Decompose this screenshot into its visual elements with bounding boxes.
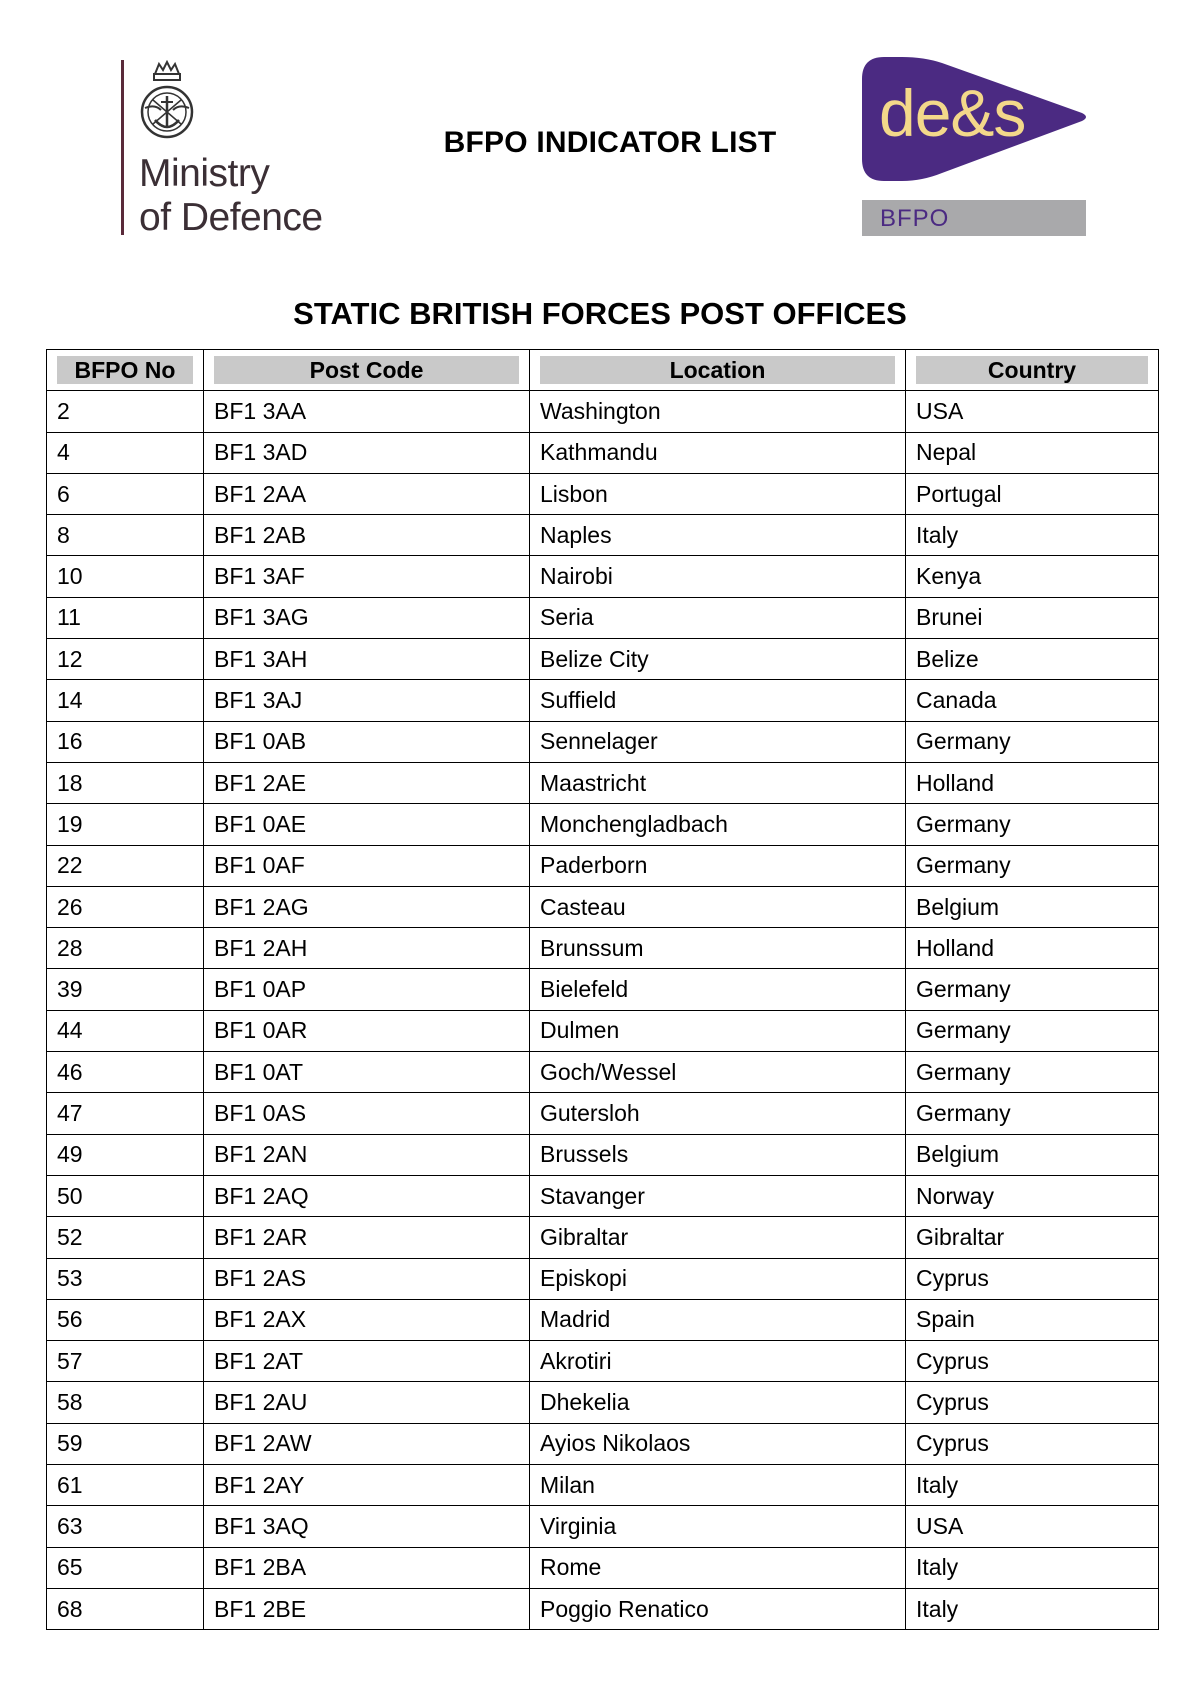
cell-bfpo-no: 49 [47,1134,204,1175]
table-row [47,432,1159,473]
mod-wordmark-line2: of Defence [139,196,323,239]
table-row [47,928,1159,969]
cell-post-code: BF1 2AU [204,1382,530,1423]
cell-country: Germany [906,1010,1159,1051]
cell-post-code: BF1 2AS [204,1258,530,1299]
table-row [47,597,1159,638]
table-row [47,721,1159,762]
cell-country: USA [906,391,1159,432]
table-row [47,1382,1159,1423]
table-row [47,515,1159,556]
cell-location: Naples [530,515,906,556]
des-wordmark: de&s [879,76,1026,150]
cell-location: Virginia [530,1506,906,1547]
cell-bfpo-no: 16 [47,721,204,762]
cell-country: Gibraltar [906,1217,1159,1258]
table-row [47,1547,1159,1588]
cell-post-code: BF1 0AR [204,1010,530,1051]
cell-location: Bielefeld [530,969,906,1010]
cell-country: Cyprus [906,1382,1159,1423]
table-row [47,1093,1159,1134]
cell-country: Cyprus [906,1258,1159,1299]
cell-post-code: BF1 2AT [204,1341,530,1382]
mod-wordmark-line1: Ministry [139,152,270,195]
cell-country: Germany [906,1052,1159,1093]
cell-location: Casteau [530,886,906,927]
table-row [47,1299,1159,1340]
cell-location: Lisbon [530,473,906,514]
cell-bfpo-no: 39 [47,969,204,1010]
cell-post-code: BF1 0AB [204,721,530,762]
cell-location: Nairobi [530,556,906,597]
cell-country: Italy [906,515,1159,556]
cell-post-code: BF1 3AD [204,432,530,473]
column-header-country [906,350,1159,391]
table-row [47,886,1159,927]
cell-post-code: BF1 2AA [204,473,530,514]
table-row [47,1010,1159,1051]
cell-bfpo-no: 18 [47,762,204,803]
cell-post-code: BF1 0AF [204,845,530,886]
table-row [47,1465,1159,1506]
column-header-label: Post Code [214,356,519,384]
cell-country: Belgium [906,1134,1159,1175]
cell-country: Germany [906,969,1159,1010]
cell-bfpo-no: 46 [47,1052,204,1093]
cell-bfpo-no: 63 [47,1506,204,1547]
table-row [47,969,1159,1010]
cell-post-code: BF1 3AQ [204,1506,530,1547]
table-row [47,1506,1159,1547]
cell-location: Washington [530,391,906,432]
table-row [47,762,1159,803]
cell-bfpo-no: 22 [47,845,204,886]
bfpo-table [46,349,1159,1630]
cell-bfpo-no: 44 [47,1010,204,1051]
cell-post-code: BF1 0AS [204,1093,530,1134]
cell-post-code: BF1 2AW [204,1423,530,1464]
cell-country: Holland [906,928,1159,969]
cell-location: Gutersloh [530,1093,906,1134]
table-row [47,1052,1159,1093]
cell-post-code: BF1 3AH [204,639,530,680]
des-bfpo-logo [862,57,1092,237]
royal-crest-icon [137,60,197,146]
cell-country: Italy [906,1547,1159,1588]
cell-location: Paderborn [530,845,906,886]
cell-post-code: BF1 2AY [204,1465,530,1506]
mod-logo [121,60,351,239]
cell-location: Dhekelia [530,1382,906,1423]
cell-country: Germany [906,804,1159,845]
cell-post-code: BF1 2AB [204,515,530,556]
cell-bfpo-no: 11 [47,597,204,638]
cell-country: Italy [906,1588,1159,1629]
cell-location: Ayios Nikolaos [530,1423,906,1464]
cell-post-code: BF1 2BE [204,1588,530,1629]
cell-bfpo-no: 28 [47,928,204,969]
cell-location: Sennelager [530,721,906,762]
cell-bfpo-no: 61 [47,1465,204,1506]
cell-bfpo-no: 10 [47,556,204,597]
cell-location: Maastricht [530,762,906,803]
cell-country: Italy [906,1465,1159,1506]
table-row [47,845,1159,886]
cell-location: Dulmen [530,1010,906,1051]
cell-country: Portugal [906,473,1159,514]
cell-country: Nepal [906,432,1159,473]
cell-country: Norway [906,1175,1159,1216]
cell-bfpo-no: 4 [47,432,204,473]
cell-bfpo-no: 53 [47,1258,204,1299]
cell-post-code: BF1 0AT [204,1052,530,1093]
cell-bfpo-no: 6 [47,473,204,514]
cell-post-code: BF1 2AN [204,1134,530,1175]
bfpo-band-label: BFPO [880,205,950,232]
cell-post-code: BF1 2BA [204,1547,530,1588]
cell-bfpo-no: 14 [47,680,204,721]
table-row [47,680,1159,721]
column-header-label: Country [916,356,1148,384]
column-header-post-code [204,350,530,391]
table-row [47,1588,1159,1629]
table-row [47,556,1159,597]
cell-country: Germany [906,1093,1159,1134]
cell-location: Monchengladbach [530,804,906,845]
table-row [47,391,1159,432]
cell-post-code: BF1 0AE [204,804,530,845]
cell-bfpo-no: 58 [47,1382,204,1423]
mod-logo-bar [121,60,124,235]
cell-country: Cyprus [906,1423,1159,1464]
cell-bfpo-no: 26 [47,886,204,927]
cell-country: USA [906,1506,1159,1547]
cell-location: Episkopi [530,1258,906,1299]
table-body [47,391,1159,1630]
cell-location: Poggio Renatico [530,1588,906,1629]
table-row [47,1217,1159,1258]
table-header-row [47,350,1159,391]
cell-country: Brunei [906,597,1159,638]
cell-country: Belize [906,639,1159,680]
column-header-label: Location [540,356,895,384]
table-row [47,639,1159,680]
mod-wordmark [139,152,323,240]
cell-country: Canada [906,680,1159,721]
cell-location: Seria [530,597,906,638]
document-title: BFPO INDICATOR LIST [443,126,777,159]
cell-bfpo-no: 57 [47,1341,204,1382]
section-title: STATIC BRITISH FORCES POST OFFICES [293,296,907,331]
column-header-label: BFPO No [57,356,193,384]
cell-location: Rome [530,1547,906,1588]
column-header-bfpo-no [47,350,204,391]
cell-bfpo-no: 47 [47,1093,204,1134]
cell-country: Kenya [906,556,1159,597]
cell-location: Akrotiri [530,1341,906,1382]
cell-location: Stavanger [530,1175,906,1216]
cell-bfpo-no: 2 [47,391,204,432]
cell-location: Suffield [530,680,906,721]
cell-country: Germany [906,721,1159,762]
cell-location: Brunssum [530,928,906,969]
cell-location: Gibraltar [530,1217,906,1258]
column-header-location [530,350,906,391]
cell-country: Cyprus [906,1341,1159,1382]
table-row [47,1423,1159,1464]
cell-location: Goch/Wessel [530,1052,906,1093]
cell-post-code: BF1 3AA [204,391,530,432]
table-row [47,1341,1159,1382]
cell-post-code: BF1 0AP [204,969,530,1010]
cell-country: Germany [906,845,1159,886]
cell-bfpo-no: 12 [47,639,204,680]
cell-location: Kathmandu [530,432,906,473]
cell-bfpo-no: 59 [47,1423,204,1464]
cell-post-code: BF1 2AH [204,928,530,969]
cell-post-code: BF1 2AE [204,762,530,803]
table-row [47,1134,1159,1175]
cell-bfpo-no: 50 [47,1175,204,1216]
cell-post-code: BF1 3AG [204,597,530,638]
table-row [47,473,1159,514]
cell-post-code: BF1 2AQ [204,1175,530,1216]
cell-country: Holland [906,762,1159,803]
cell-post-code: BF1 2AX [204,1299,530,1340]
cell-bfpo-no: 65 [47,1547,204,1588]
table-row [47,1175,1159,1216]
cell-post-code: BF1 2AR [204,1217,530,1258]
cell-post-code: BF1 3AF [204,556,530,597]
cell-location: Madrid [530,1299,906,1340]
cell-bfpo-no: 8 [47,515,204,556]
cell-location: Brussels [530,1134,906,1175]
table-row [47,1258,1159,1299]
cell-post-code: BF1 3AJ [204,680,530,721]
cell-post-code: BF1 2AG [204,886,530,927]
cell-location: Milan [530,1465,906,1506]
cell-bfpo-no: 19 [47,804,204,845]
cell-country: Belgium [906,886,1159,927]
cell-country: Spain [906,1299,1159,1340]
table-row [47,804,1159,845]
cell-bfpo-no: 52 [47,1217,204,1258]
cell-location: Belize City [530,639,906,680]
cell-bfpo-no: 68 [47,1588,204,1629]
cell-bfpo-no: 56 [47,1299,204,1340]
